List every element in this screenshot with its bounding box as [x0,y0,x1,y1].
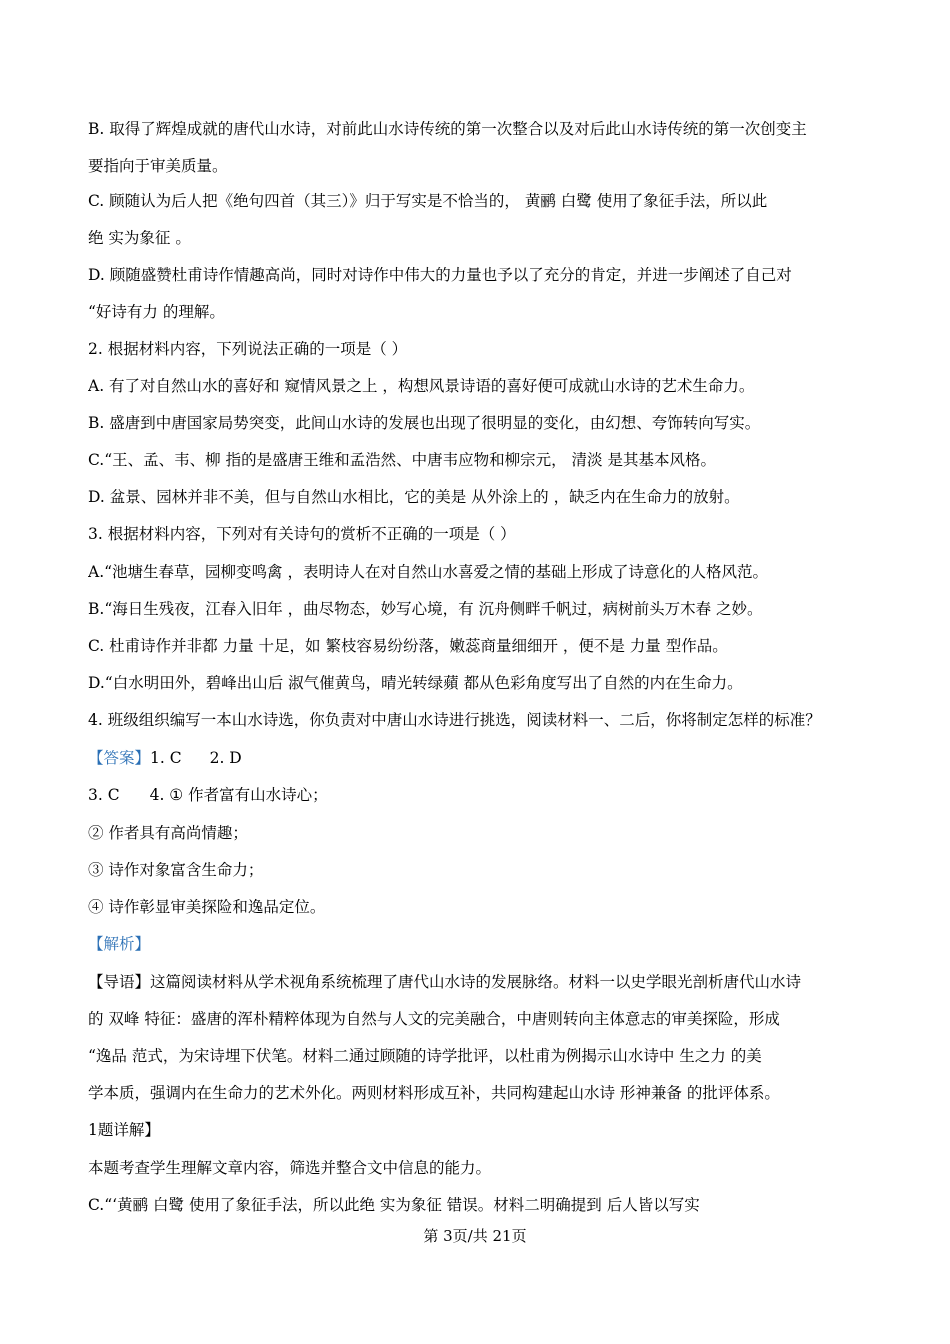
option-1b-line-2: 要指向于审美质量。 [88,157,228,175]
answer-label: 【答案】 [88,749,151,767]
option-2b: B. 盛唐到中唐国家局势突变，此间山水诗的发展也出现了很明显的变化，由幻想、夸饰转向写实。 [88,414,761,432]
option-3b: B.“海日生残夜，江春入旧年 ，曲尽物态，妙写心境，有 沉舟侧畔千帆过，病树前头万木春 之妙。 [88,600,763,618]
analysis-line-2: 的 双峰 特征：盛唐的浑朴精粹体现为自然与人文的完美融合，中唐则转向主体意志的审美探险，形成 [88,1010,780,1028]
analysis-line-4: 学本质，强调内在生命力的艺术外化。两则材料形成互补，共同构建起山水诗 形神兼备 的批评体系。 [88,1084,780,1102]
question-3-stem: 3. 根据材料内容，下列对有关诗句的赏析不正确的一项是（ ） [88,525,516,543]
answer-q2: 2. D [209,749,242,767]
option-3d: D.“白水明田外，碧峰出山后 淑气催黄鸟，晴光转绿蘋 都从色彩角度写出了自然的内在生命力。 [88,674,743,692]
question-2-stem: 2. 根据材料内容，下列说法正确的一项是（ ） [88,340,408,358]
option-1d-line-1: D. 顾随盛赞杜甫诗作情趣高尚，同时对诗作中伟大的力量也予以了充分的肯定，并进一步阐述了自己对 [88,266,792,284]
answer-item-2: ② 作者具有高尚情趣； [88,824,248,842]
analysis-line-6: 本题考查学生理解文章内容，筛选并整合文中信息的能力。 [88,1159,492,1177]
page-footer: 第 3页/共 21页 [423,1227,527,1245]
question-4-stem: 4. 班级组织编写一本山水诗选，你负责对中唐山水诗进行挑选，阅读材料一、二后，你将制定怎样的标准？ [88,711,821,729]
analysis-line-3: “逸品 范式，为宋诗埋下伏笔。材料二通过顾随的诗学批评，以杜甫为例揭示山水诗中 生之力 的美 [88,1047,762,1065]
answer-line [88,747,878,769]
option-2d: D. 盆景、园林并非不美，但与自然山水相比，它的美是 从外涂上的 ，缺乏内在生命力的放射。 [88,488,740,506]
answer-q1: 1. C [150,749,182,767]
option-2a: A. 有了对自然山水的喜好和 窥情风景之上 ，构想风景诗语的喜好便可成就山水诗的艺术生命力。 [88,377,755,395]
option-3c: C. 杜甫诗作并非都 力量 十足，如 繁枝容易纷纷落，嫩蕊商量细细开 ，便不是 力量 型作品。 [88,637,728,655]
option-2c: C.“王、孟、韦、柳 指的是盛唐王维和孟浩然、中唐韦应物和柳宗元， 清淡 是其基本风格。 [88,451,716,469]
option-1d-line-2: “好诗有力 的理解。 [88,303,225,321]
answer-item-3: ③ 诗作对象富含生命力； [88,861,264,879]
answer-item-4: ④ 诗作彰显审美探险和逸品定位。 [88,898,326,916]
option-1c-line-2: 绝 实为象征 。 [88,229,191,247]
option-1b-line-1: B. 取得了辉煌成就的唐代山水诗，对前此山水诗传统的第一次整合以及对后此山水诗传统的第一次创变主 [88,120,807,138]
analysis-label: 【解析】 [88,935,151,953]
answer-q4: 4. ① 作者富有山水诗心； [149,786,328,804]
option-1c-line-1: C. 顾随认为后人把《绝句四首（其三）》归于写实是不恰当的， 黄鹂 白鹭 使用了象征手法，所以此 [88,192,768,210]
analysis-line-1: 【导语】这篇阅读材料从学术视角系统梳理了唐代山水诗的发展脉络。材料一以史学眼光剖析唐代山水诗 [88,973,802,991]
analysis-line-7: C.“‘黄鹂 白鹭 使用了象征手法，所以此绝 实为象征 错误。材料二明确提到 后人皆以写实 [88,1196,700,1214]
answer-q3: 3. C [88,786,120,804]
option-3a: A.“池塘生春草，园柳变鸣禽 ，表明诗人在对自然山水喜爱之情的基础上形成了诗意化的人格风范。 [88,563,768,581]
analysis-line-5: 1题详解】 [88,1121,160,1139]
answer-line-2 [88,784,878,806]
